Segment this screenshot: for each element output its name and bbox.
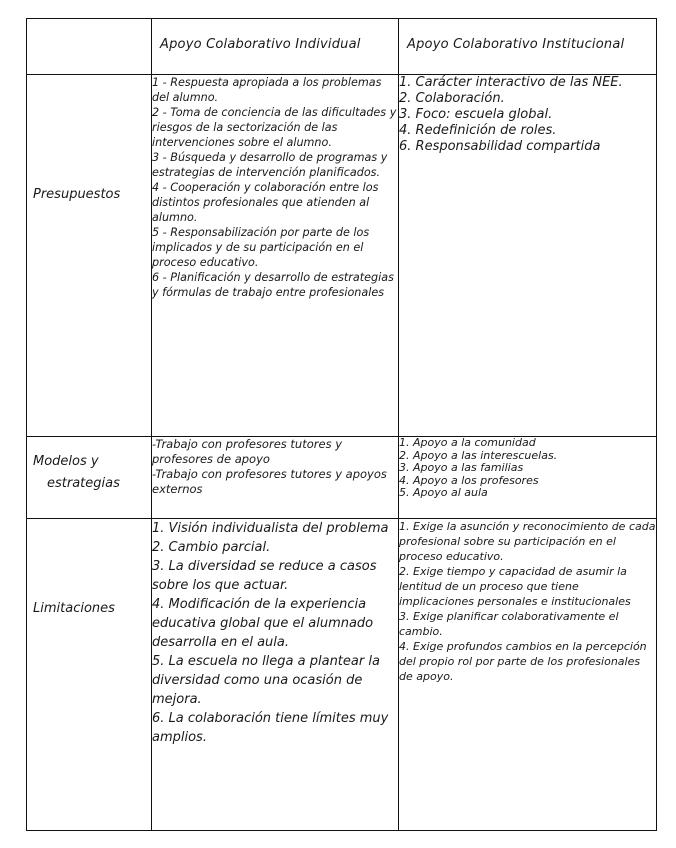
row-modelos: [27, 437, 657, 519]
row-label-modelos: [27, 437, 151, 495]
header-row: [27, 19, 657, 75]
list-item: 4. Modificación de la experiencia educativa global que el alumnado desarrolla en el aula.: [152, 597, 374, 650]
modelos-individual-cell: [152, 437, 399, 519]
list-item: 2. Colaboración.: [399, 91, 505, 106]
presupuestos-institucional-list: [399, 75, 656, 155]
list-item: 2 - Toma de conciencia de las dificultades y riesgos de la sectorización de las intervenciones sobre el alumno.: [152, 106, 397, 149]
limitaciones-individual-list: [152, 519, 398, 747]
list-item: 1. Carácter interactivo de las NEE.: [399, 75, 623, 90]
row-label-cell: [27, 519, 152, 831]
comparison-table: [26, 18, 657, 831]
row-limitaciones: [27, 519, 657, 831]
list-item: 5 - Responsabilización por parte de los implicados y de su participación en el proceso educativo.: [152, 226, 370, 269]
list-item: -Trabajo con profesores tutores y apoyos externos: [152, 467, 387, 496]
header-cell-institucional: [399, 19, 657, 75]
modelos-institucional-cell: [399, 437, 657, 519]
modelos-institucional-list: [399, 437, 656, 500]
presupuestos-institucional-cell: [399, 75, 657, 437]
list-item: 4. Exige profundos cambios en la percepción del propio rol por parte de los profesionales de apoyo.: [399, 640, 647, 683]
limitaciones-institucional-list: [399, 519, 656, 684]
list-item: 5. La escuela no llega a plantear la diversidad como una ocasión de mejora.: [152, 654, 380, 707]
list-item: 4. Apoyo a los profesores: [399, 473, 539, 487]
row-label-limitaciones: Limitaciones: [33, 601, 115, 616]
list-item: 3. Apoyo a las familias: [399, 461, 524, 474]
header-individual: Apoyo Colaborativo Individual: [160, 37, 361, 52]
list-item: 1. Exige la asunción y reconocimiento de cada profesional sobre su participación en el proceso educativo.: [399, 520, 656, 563]
empty-corner-cell: [27, 19, 152, 75]
list-item: 3. Exige planificar colaborativamente el cambio.: [399, 610, 619, 638]
header-cell-individual: [152, 19, 399, 75]
list-item: 6. Responsabilidad compartida: [399, 139, 601, 154]
list-item: 3 - Búsqueda y desarrollo de programas y estrategias de intervención planificados.: [152, 151, 388, 179]
row-presupuestos: [27, 75, 657, 437]
list-item: -Trabajo con profesores tutores y profesores de apoyo: [152, 437, 343, 466]
list-item: 2. Apoyo a las interescuelas.: [399, 448, 558, 462]
list-item: 1 - Respuesta apropiada a los problemas del alumno.: [152, 76, 382, 104]
list-item: 2. Exige tiempo y capacidad de asumir la lentitud de un proceso que tiene implicaciones personales e institucionales: [399, 565, 631, 608]
header-institucional: Apoyo Colaborativo Institucional: [407, 37, 625, 52]
list-item: 5. Apoyo al aula: [399, 486, 488, 499]
list-item: 6 - Planificación y desarrollo de estrategias y fórmulas de trabajo entre profesionales: [152, 271, 394, 299]
list-item: 1. Visión individualista del problema: [152, 521, 389, 536]
list-item: 6. La colaboración tiene límites muy amplios.: [152, 711, 389, 745]
limitaciones-institucional-cell: [399, 519, 657, 831]
list-item: 2. Cambio parcial.: [152, 540, 271, 555]
limitaciones-individual-cell: [152, 519, 399, 831]
row-label-cell: [27, 437, 152, 519]
row-label-presupuestos: Presupuestos: [33, 187, 121, 202]
list-item: 1. Apoyo a la comunidad: [399, 436, 536, 449]
list-item: 3. La diversidad se reduce a casos sobre los que actuar.: [152, 559, 377, 593]
row-label-modelos-line1: Modelos y: [33, 454, 99, 469]
row-label-cell: [27, 75, 152, 437]
list-item: 4 - Cooperación y colaboración entre los distintos profesionales que atienden al alumno.: [152, 181, 379, 224]
modelos-individual-list: [152, 437, 398, 497]
presupuestos-individual-list: [152, 75, 398, 300]
list-item: 3. Foco: escuela global.: [399, 107, 553, 122]
presupuestos-individual-cell: [152, 75, 399, 437]
row-label-modelos-line2: estrategias: [47, 476, 120, 491]
list-item: 4. Redefinición de roles.: [399, 123, 557, 138]
